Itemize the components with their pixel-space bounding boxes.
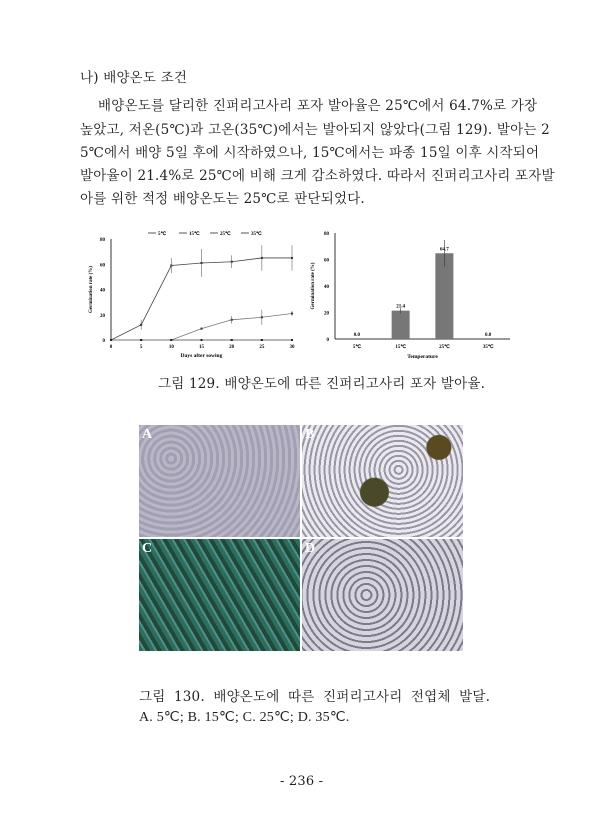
panel-label: C [142,541,153,556]
legend-label: 25℃ [220,232,231,237]
bar-chart [300,220,530,360]
y-tick-label: 0 [102,339,105,344]
paragraph-line: 5℃에서 배양 5일 후에 시작하였으나, 15℃에서는 파종 15일 이후 시작되어 [80,145,540,161]
y-tick-label: 40 [100,288,105,294]
figure-129-caption: 그림 129. 배양온도에 따른 진퍼리고사리 포자 발아율. [158,376,486,392]
bar [392,311,410,339]
photo-panel-a [139,425,300,537]
data-point [261,339,263,341]
photo-panel-b [302,425,463,537]
x-tick-label: 25 [259,345,265,350]
figure-130-photos [139,425,464,651]
legend-label: 15℃ [189,232,200,237]
y-axis-title: Germination rate (%) [89,266,94,313]
panel-label: D [305,541,316,556]
x-tick-label: 15℃ [395,345,406,350]
legend-label: 35℃ [251,232,262,237]
x-axis-title: Temperature [407,354,438,360]
data-point [231,339,233,341]
data-label: 64.7 [440,247,449,253]
x-tick-label: 5℃ [352,345,361,350]
x-tick-label: 10 [168,345,174,350]
y-tick-label: 40 [324,285,329,290]
x-tick-label: 25℃ [439,345,450,350]
figure-130-caption: 그림 130. 배양온도에 따른 진퍼리고사리 전엽체 발달. [139,689,491,705]
photo-panel-c [139,539,300,651]
section-heading: 나) 배양온도 조건 [80,70,188,86]
x-tick-label: 15 [199,345,204,350]
y-tick-label: 20 [100,313,105,319]
x-tick-label: 35℃ [482,345,494,350]
y-tick-label: 0 [326,338,329,343]
data-label: 0.0 [353,333,360,338]
x-tick-label: 30 [289,345,295,350]
paragraph-line: 발아율이 21.4%로 25℃에 비해 크게 감소하였다. 따라서 진퍼리고사리 포자발 [80,168,555,184]
y-tick-label: 80 [100,238,105,243]
legend-label: 5℃ [158,232,167,237]
photo-panel-d [302,539,463,651]
paragraph-line: 아를 위한 적정 배양온도는 25℃로 판단되었다. [80,191,365,207]
x-tick-label: 5 [139,345,143,350]
paragraph-line: 높았고, 저온(5℃)과 고온(35℃)에서는 발아되지 않았다(그림 129). 발아는 2 [80,122,550,138]
figure-130-caption-legend: A. 5℃; B. 15℃; C. 25℃; D. 35℃. [139,710,350,725]
panel-label: B [305,427,315,442]
y-axis-title: Germination rate (%) [311,262,316,310]
data-label: 21.4 [396,304,405,310]
y-tick-label: 60 [100,263,105,269]
data-point [201,339,203,341]
y-tick-label: 80 [324,232,329,237]
y-tick-label: 60 [324,258,329,264]
data-point [140,339,142,341]
paragraph-line: 배양온도를 달리한 진퍼리고사리 포자 발아율은 25℃에서 64.7%로 가장 [98,98,538,114]
data-point [170,339,172,341]
y-tick-label: 20 [324,311,329,317]
x-tick-label: 0 [109,345,113,350]
data-point [291,339,293,341]
data-label: 0.0 [485,333,492,338]
x-tick-label: 20 [229,345,235,350]
line-chart [80,220,310,360]
data-point [110,339,112,341]
page-number: - 236 - [280,774,324,789]
x-axis-title: Days after sowing [180,353,223,359]
panel-label: A [142,427,153,442]
